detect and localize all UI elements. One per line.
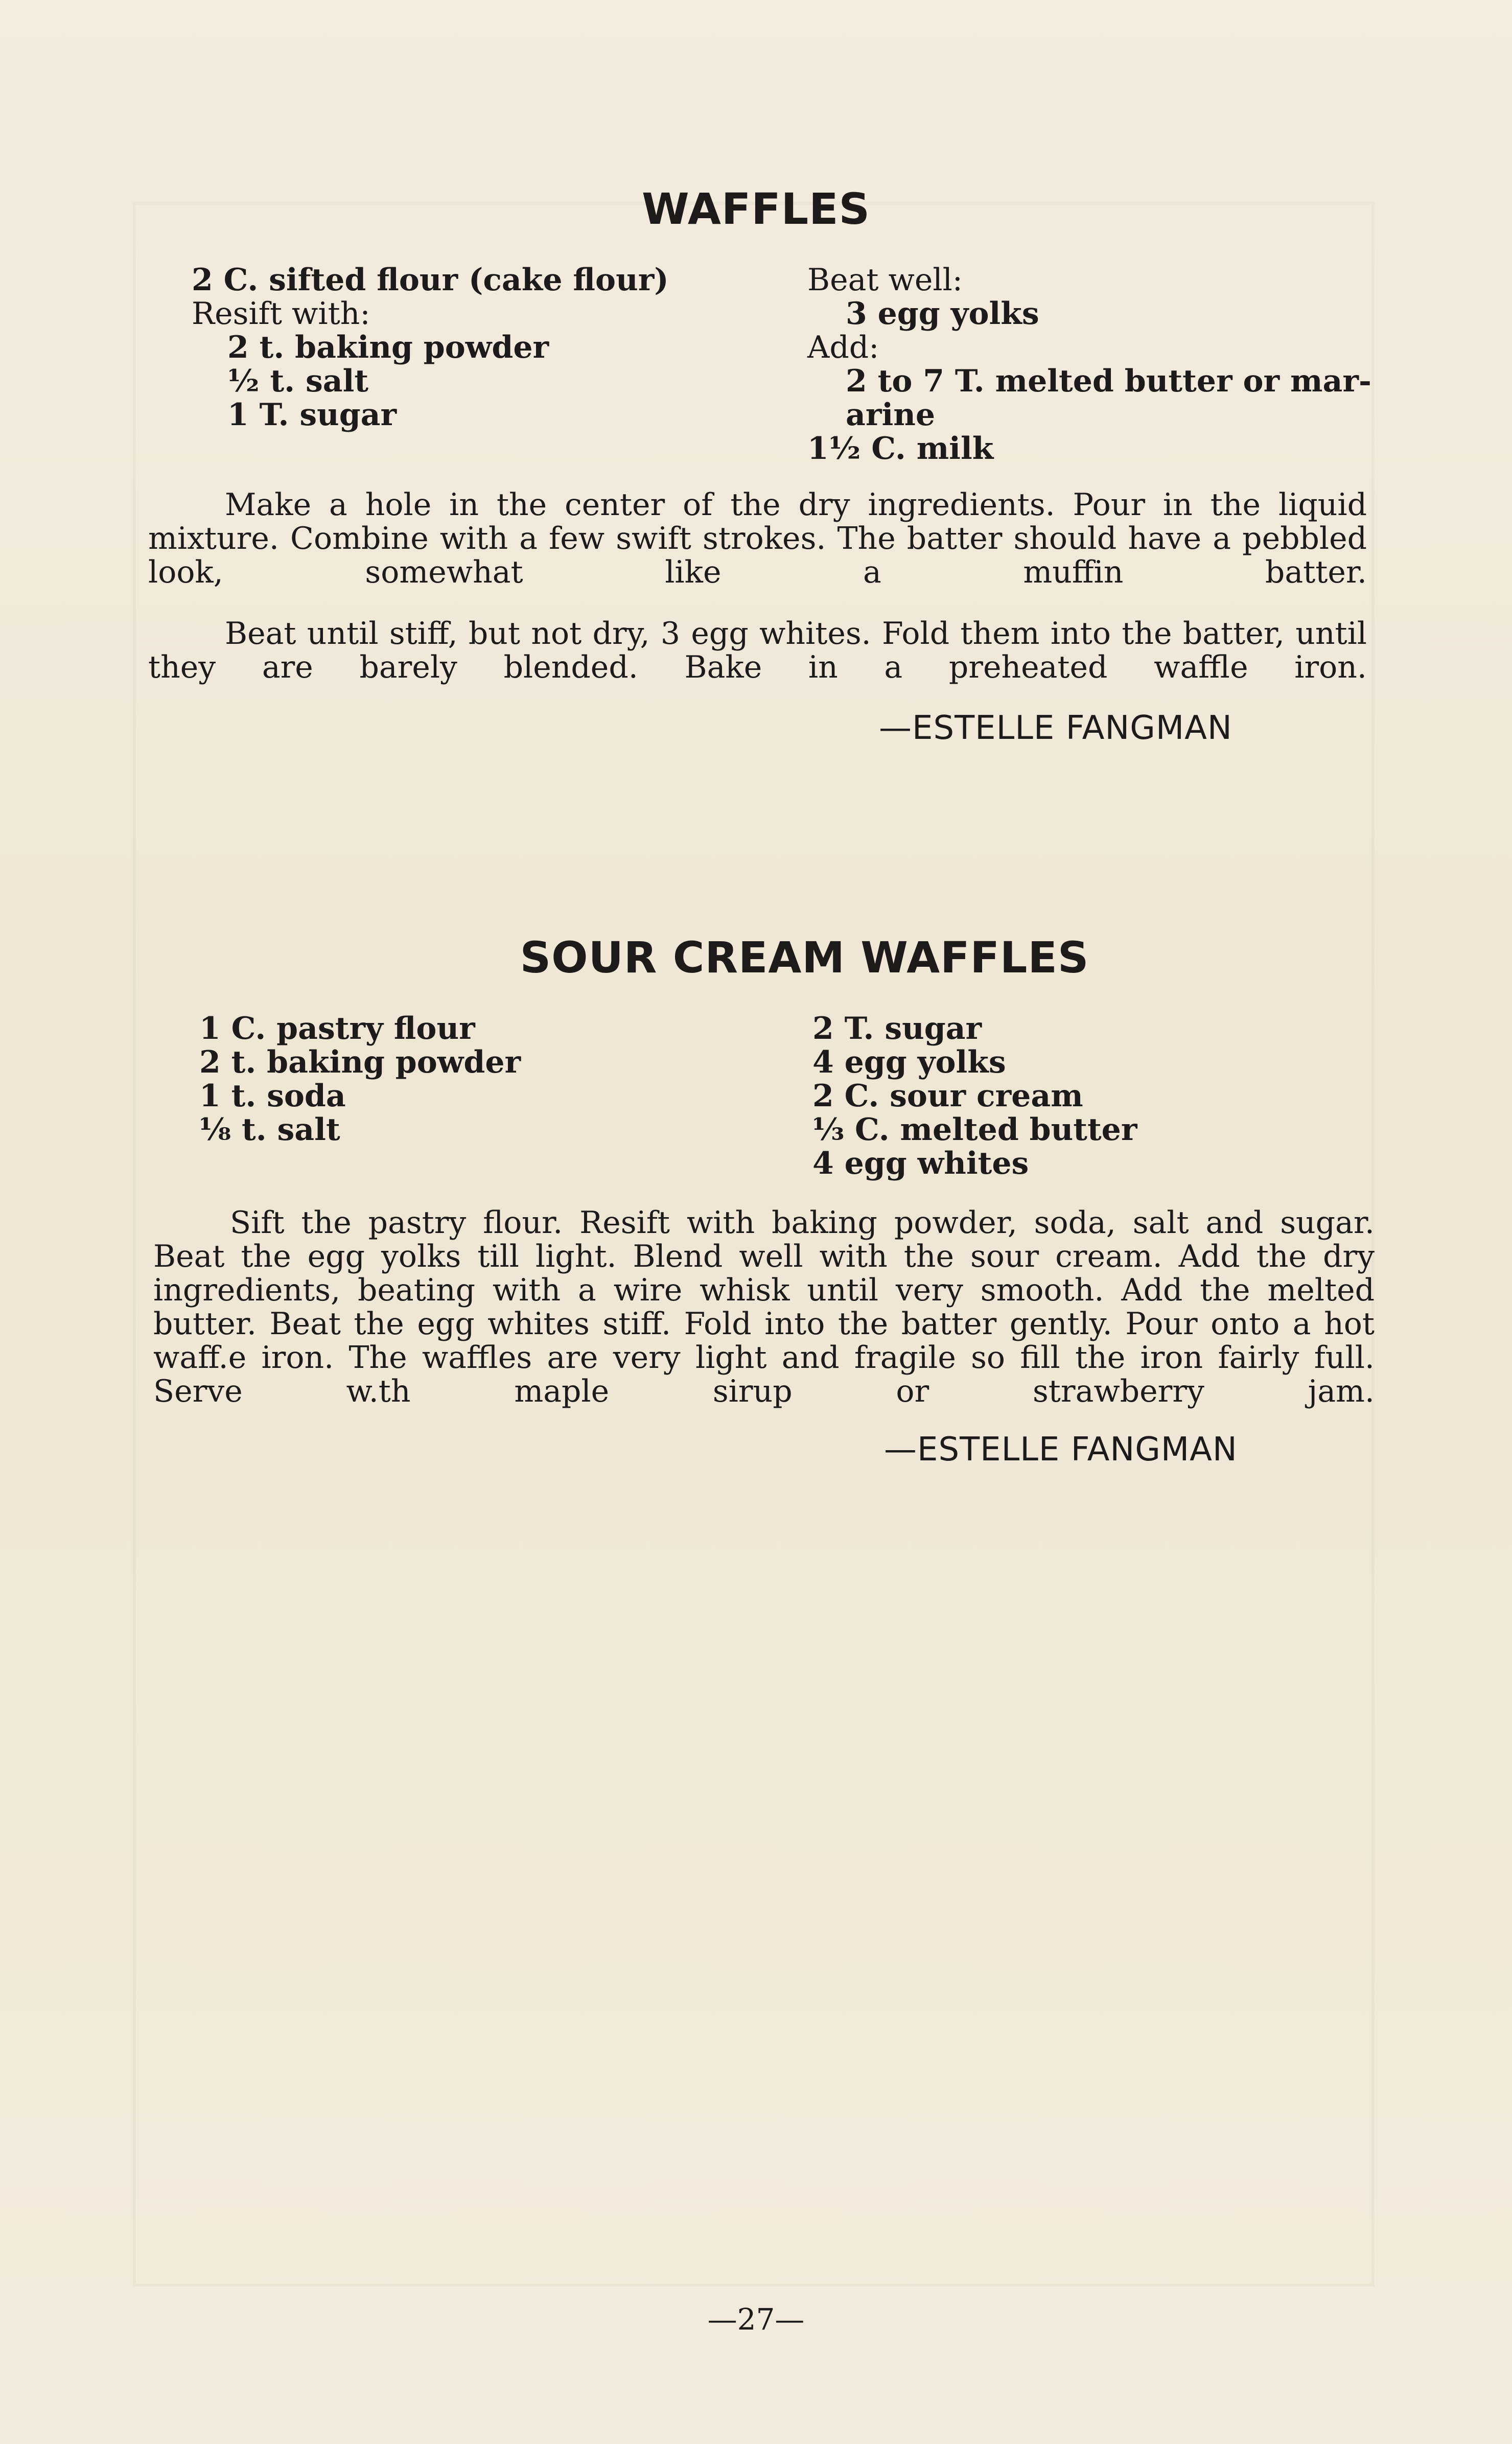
ingredient-item: 1 t. soda xyxy=(199,1078,346,1114)
instruction-paragraph: Sift the pastry flour. Resift with baking powder, soda, salt and sugar. Beat the egg yolks till light. Blend well with the sour cream. Add the dry ingredients, beating with a wire whisk until very smooth. Add the melted butter. Beat the egg whites stiff. Fold into the batter gently. Pour onto a hot waff.e iron. The waffles are very light and fragile so fill the iron fairly full. Serve w.th maple sirup or strawberry jam. xyxy=(153,1205,1375,1409)
ingredient-instruction: Add: xyxy=(807,330,879,365)
ingredient-instruction: Resift with: xyxy=(192,296,370,332)
ingredient-item: ⅓ C. melted butter xyxy=(812,1112,1137,1148)
ingredient-item: ⅛ t. salt xyxy=(199,1112,340,1148)
ingredient-item: 1 T. sugar xyxy=(227,397,397,433)
ingredients-right-sour-cream xyxy=(812,1012,1137,1180)
ingredient-item: 2 to 7 T. melted butter or mar- xyxy=(846,363,1371,399)
ingredients-left-sour-cream xyxy=(199,1012,521,1147)
recipe-title-waffles: WAFFLES xyxy=(641,184,871,234)
ingredient-item: 4 egg whites xyxy=(812,1146,1029,1181)
ingredient-item: 2 t. baking powder xyxy=(227,330,549,365)
ingredient-item: 2 t. baking powder xyxy=(199,1044,521,1080)
instruction-paragraph: Make a hole in the center of the dry ingredients. Pour in the liquid mixture. Combine with a few swift strokes. The batter should have a pebbled look, somewhat like a muffin batter. xyxy=(148,487,1367,590)
ingredient-item: ½ t. salt xyxy=(227,363,369,399)
recipe-title-sour-cream-waffles: SOUR CREAM WAFFLES xyxy=(520,933,1089,983)
recipe-attribution: —ESTELLE FANGMAN xyxy=(879,709,1232,747)
ingredients-left-waffles xyxy=(192,263,669,432)
ingredient-item: 2 C. sifted flour (cake flour) xyxy=(192,262,669,298)
ingredient-item: arine xyxy=(846,397,936,433)
ingredient-item: 2 C. sour cream xyxy=(812,1078,1083,1114)
ingredient-item: 4 egg yolks xyxy=(812,1044,1006,1080)
ingredient-item: 1½ C. milk xyxy=(807,431,994,467)
recipe-attribution: —ESTELLE FANGMAN xyxy=(884,1431,1238,1469)
ingredient-item: 1 C. pastry flour xyxy=(199,1011,475,1046)
page-number: —27— xyxy=(707,2302,805,2337)
ingredients-right-waffles xyxy=(807,263,1371,465)
instruction-paragraph: Beat until stiff, but not dry, 3 egg whites. Fold them into the batter, until they are barely blended. Bake in a preheated waffle iron. xyxy=(148,616,1367,685)
ingredient-instruction: Beat well: xyxy=(807,262,963,298)
ingredient-item: 2 T. sugar xyxy=(812,1011,982,1046)
ingredient-item: 3 egg yolks xyxy=(846,296,1039,332)
